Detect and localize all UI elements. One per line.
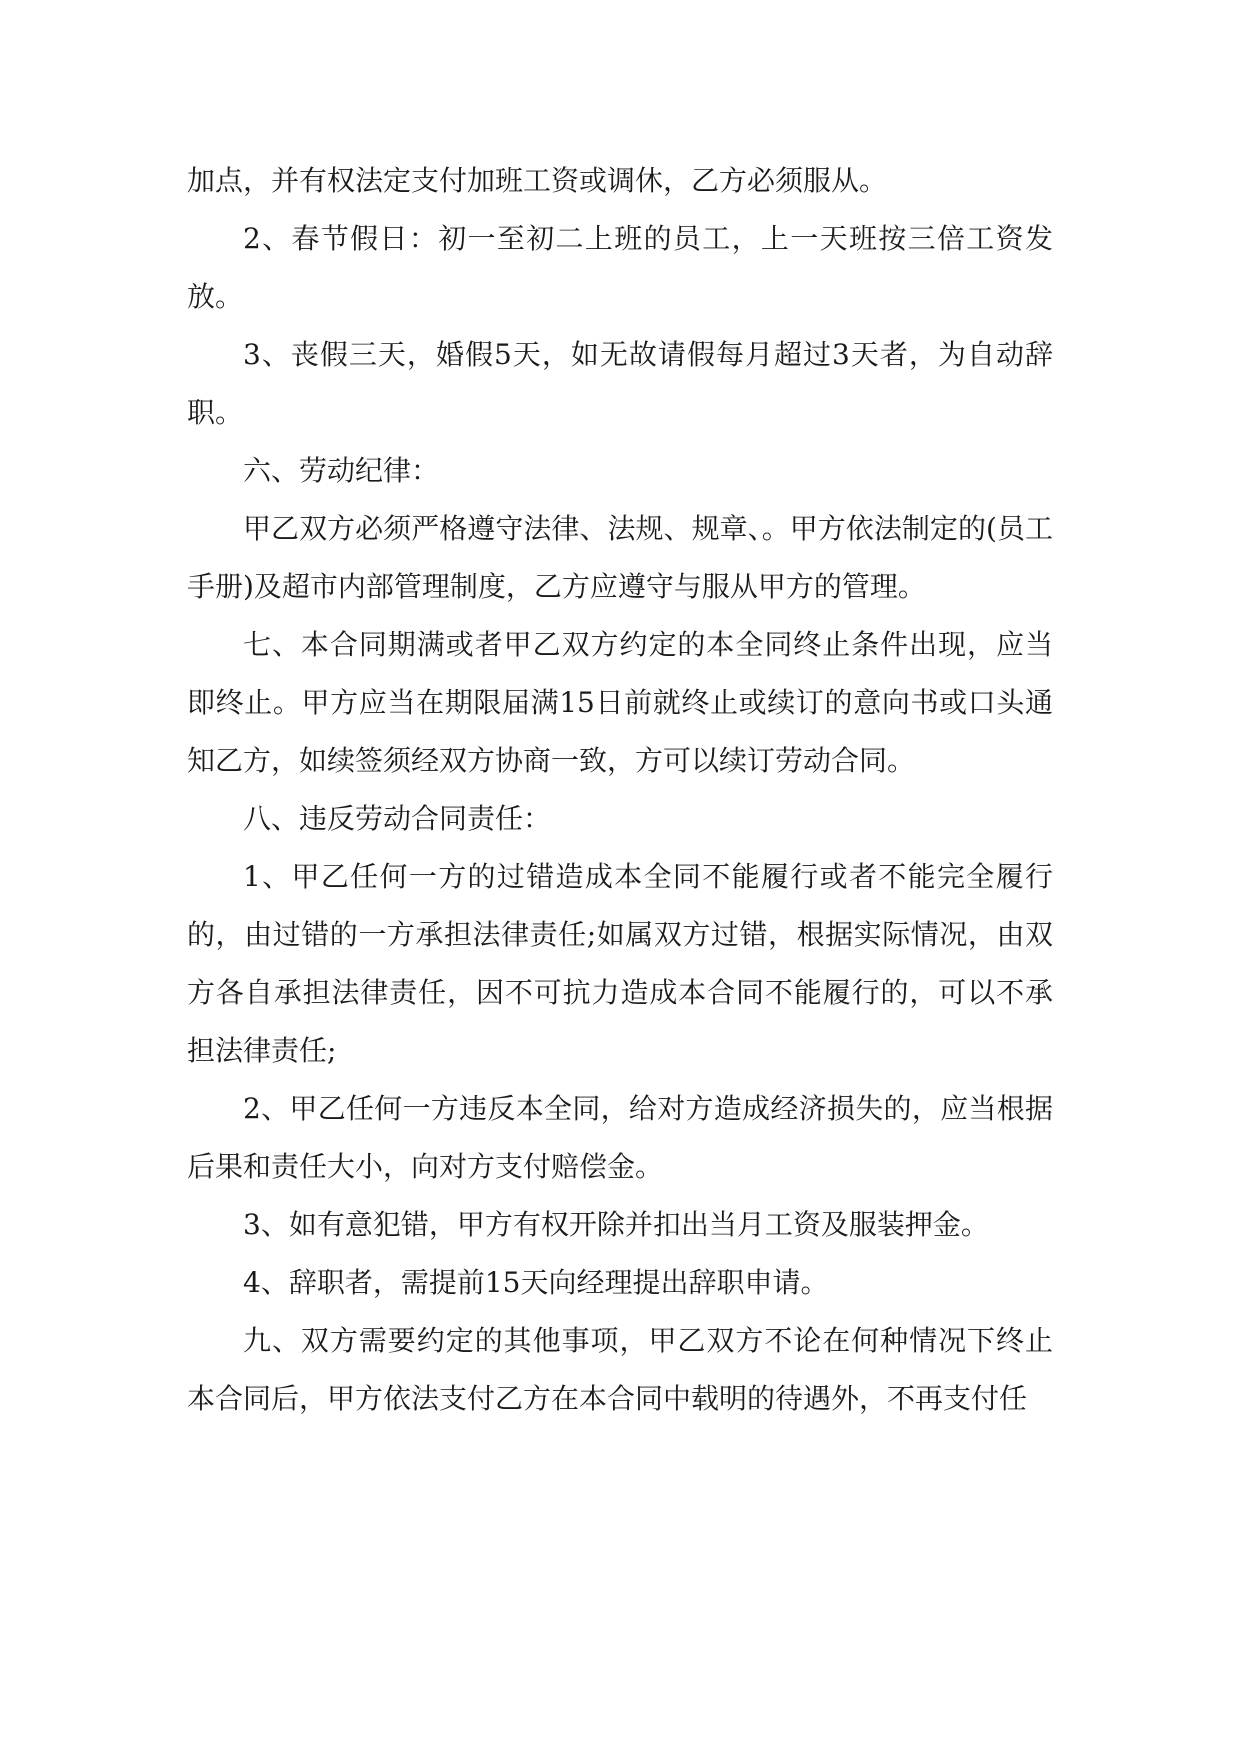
paragraph-intentional-misconduct: 3、如有意犯错，甲方有权开除并扣出当月工资及服装押金。 [243, 1208, 989, 1241]
paragraph-liability-fault: 1、甲乙任何一方的过错造成本全同不能履行或者不能完全履行的，由过错的一方承担法律责任;如属双方过错，根据实际情况，由双方各自承担法律责任，因不可抗力造成本合同不能履行的，可以不承担法律责任; [187, 860, 1053, 1067]
paragraph-liability-compensation: 2、甲乙任何一方违反本全同，给对方造成经济损失的，应当根据后果和责任大小，向对方支付赔偿金。 [187, 1092, 1053, 1183]
paragraph-leave: 3、丧假三天，婚假5天，如无故请假每月超过3天者，为自动辞职。 [187, 338, 1053, 429]
paragraph-resignation: 4、辞职者，需提前15天向经理提出辞职申请。 [243, 1266, 829, 1299]
section-heading-breach-liability: 八、违反劳动合同责任： [243, 802, 552, 835]
paragraph-spring-festival: 2、春节假日：初一至初二上班的员工，上一天班按三倍工资发放。 [187, 222, 1053, 313]
paragraph-overtime-continued: 加点，并有权法定支付加班工资或调休，乙方必须服从。 [187, 164, 888, 197]
paragraph-contract-termination: 七、本合同期满或者甲乙双方约定的本全同终止条件出现，应当即终止。甲方应当在期限届满15日前就终止或续订的意向书或口头通知乙方，如续签须经双方协商一致，方可以续订劳动合同。 [187, 628, 1053, 777]
paragraph-labor-discipline: 甲乙双方必须严格遵守法律、法规、规章、。甲方依法制定的(员工手册)及超市内部管理制度，乙方应遵守与服从甲方的管理。 [187, 512, 1053, 603]
document-body [187, 152, 1053, 1428]
section-heading-labor-discipline: 六、劳动纪律： [243, 454, 440, 487]
paragraph-other-matters: 九、双方需要约定的其他事项，甲乙双方不论在何种情况下终止本合同后，甲方依法支付乙方在本合同中载明的待遇外，不再支付任 [187, 1324, 1053, 1415]
